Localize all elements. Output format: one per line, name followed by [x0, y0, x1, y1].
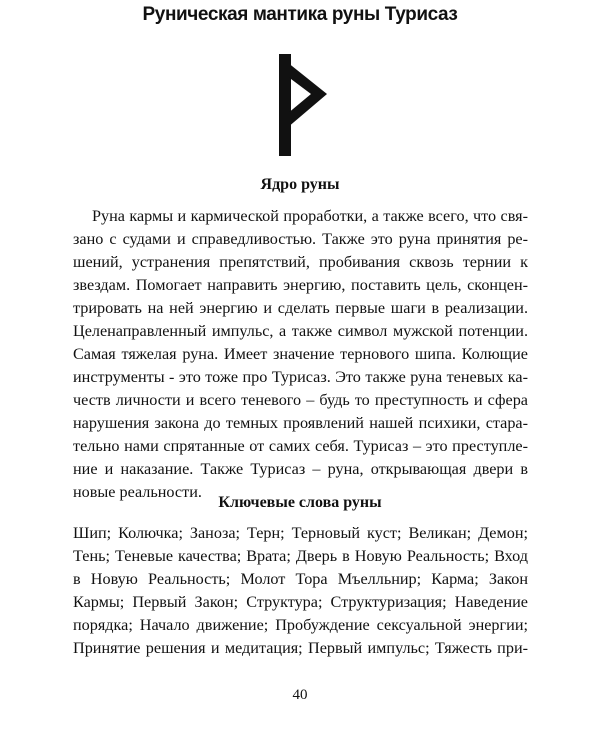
text-line: нарушения закона до темных проявлений нашей психики, стара-	[73, 414, 528, 432]
section-heading-core: Ядро руны	[260, 176, 340, 193]
text-line: инструменты - это тоже про Турисаз. Это также руна теневых ка-	[73, 368, 528, 386]
text-line: шений, устранения препятствий, пробивания сквозь тернии к	[73, 253, 528, 271]
text-line: в Новую Реальность; Молот Тора Мъелльнир; Карма; Закон	[73, 570, 528, 588]
text-line: Тень; Теневые качества; Врата; Дверь в Новую Реальность; Вход	[73, 547, 528, 565]
section-heading-keywords: Ключевые слова руны	[218, 494, 382, 511]
text-line: Самая тяжелая руна. Имеет значение тернового шипа. Колющие	[73, 345, 528, 363]
text-line: Принятие решения и медитация; Первый импульс; Тяжесть при-	[73, 639, 528, 657]
text-line: Шип; Колючка; Заноза; Терн; Терновый куст; Великан; Демон;	[73, 524, 528, 542]
text-line: тельно нами спрятанные от самих себя. Турисаз – это преступле-	[73, 437, 528, 455]
text-line: трировать на ней энергию и сделать первые шаги в реализации.	[73, 299, 528, 317]
keywords-paragraph	[73, 522, 528, 660]
text-line: ние и наказание. Также Турисаз – руна, открывающая двери в	[73, 460, 528, 478]
text-line: Кармы; Первый Закон; Структура; Структуризация; Наведение	[73, 593, 528, 611]
text-line: честв личности и всего теневого – будь то преступность и сфера	[73, 391, 528, 409]
text-line: Целенаправленный импульс, а также символ мужской потенции.	[73, 322, 528, 340]
text-line: Руна кармы и кармической проработки, а также всего, что свя-	[92, 207, 528, 225]
text-line: звездам. Помогает направить энергию, поставить цель, сконцен-	[73, 276, 528, 294]
text-line: новые реальности.	[73, 483, 202, 501]
page-title: Руническая мантика руны Турисаз	[142, 4, 458, 25]
text-line: зано с судами и справедливостью. Также это руна принятия ре-	[73, 230, 528, 248]
text-line: порядка; Начало движение; Пробуждение сексуальной энергии;	[73, 616, 528, 634]
thurisaz-rune-icon	[262, 54, 342, 156]
page-number: 40	[292, 687, 308, 703]
core-paragraph	[73, 205, 528, 504]
